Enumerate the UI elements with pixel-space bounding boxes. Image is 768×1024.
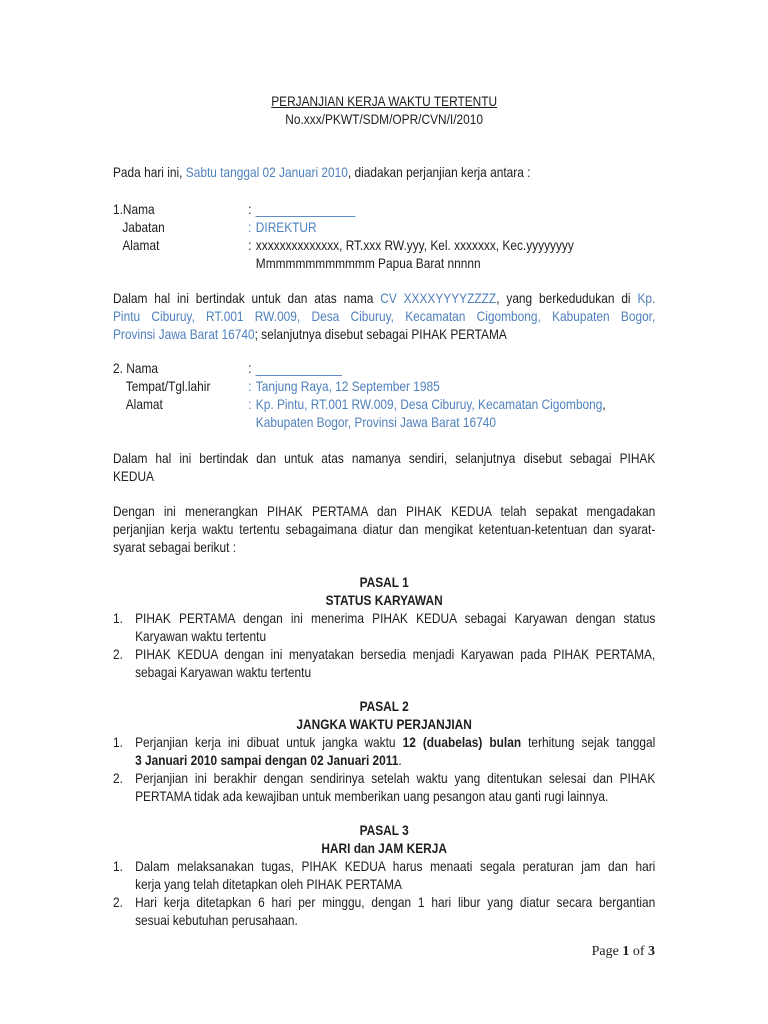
article-title: JANGKA WAKTU PERJANJIAN <box>296 716 472 732</box>
text-segment: , <box>602 396 606 412</box>
text-segment: , diadakan perjanjian kerja antara : <box>347 164 531 180</box>
bold-text: 12 (duabelas) bulan <box>402 734 522 750</box>
text-segment: terhitung sejak tanggal <box>521 734 656 750</box>
filled-in-text: Tanjung Raya, 12 September 1985 <box>255 378 440 394</box>
page-number <box>592 943 655 961</box>
clause-text <box>135 645 655 681</box>
field-label: Tempat/Tgl.lahir <box>125 378 211 394</box>
text-segment: sesuai kebutuhan perusahaan. <box>135 912 298 928</box>
field-separator <box>248 254 256 272</box>
field-label: Alamat <box>122 237 160 253</box>
clause-list <box>113 857 655 929</box>
field-value <box>256 413 656 431</box>
article-title: STATUS KARYAWAN <box>325 592 443 608</box>
current-page: 1 <box>622 944 630 959</box>
text-line <box>135 751 655 769</box>
field-row <box>113 359 655 377</box>
field-label: Alamat <box>125 396 163 412</box>
text-line <box>135 875 655 893</box>
article-title: HARI dan JAM KERJA <box>321 840 447 856</box>
clause-item <box>113 609 655 645</box>
field-separator: : <box>248 219 252 235</box>
text-segment: ; selanjutnya disebut sebagai PIHAK PERTAMA <box>254 326 507 342</box>
field-value <box>256 200 656 218</box>
text-segment: Perjanjian kerja ini dibuat untuk jangka waktu <box>135 734 403 750</box>
article-number: PASAL 1 <box>359 574 409 590</box>
article-number: PASAL 3 <box>359 822 409 838</box>
text-line <box>135 857 655 875</box>
clause-text <box>135 893 655 929</box>
second-party-details <box>113 359 655 431</box>
text-segment: Karyawan waktu tertentu <box>135 628 267 644</box>
filled-in-text: Sabtu tanggal 02 Januari 2010 <box>185 164 348 180</box>
field-separator <box>248 413 256 431</box>
field-separator: : <box>248 237 252 253</box>
field-value <box>256 359 656 377</box>
field-row <box>113 236 655 254</box>
field-row <box>113 254 655 272</box>
field-label: 1.Nama <box>113 201 155 217</box>
clause-item <box>113 733 655 769</box>
filled-in-text: CV XXXXYYYYZZZZ <box>380 290 497 306</box>
clause-list <box>113 609 655 681</box>
text-segment: Hari kerja ditetapkan 6 hari per minggu, dengan 1 hari libur yang diatur secara bergantian <box>135 894 656 910</box>
article-number: PASAL 2 <box>359 698 409 714</box>
field-row <box>113 218 655 236</box>
clause-item <box>113 769 655 805</box>
document-number: No.xxx/PKWT/SDM/OPR/CVN/I/2010 <box>285 111 484 127</box>
clause-item <box>113 857 655 893</box>
field-label <box>113 254 248 272</box>
clause-text <box>135 609 655 645</box>
first-party-details <box>113 200 655 272</box>
field-separator: : <box>248 360 252 376</box>
clause-item <box>113 645 655 681</box>
field-value <box>256 377 656 395</box>
field-label: Jabatan <box>122 219 165 235</box>
filled-in-text: DIREKTUR <box>255 219 317 235</box>
text-segment: kerja yang telah ditetapkan oleh PIHAK PERTAMA <box>135 876 402 892</box>
field-separator: : <box>248 378 252 394</box>
document-body <box>113 92 655 929</box>
article-2 <box>113 697 655 805</box>
intro-paragraph <box>113 163 655 181</box>
filled-in-text: Kp. Pintu, RT.001 RW.009, Desa Ciburuy, Kecamatan Cigombong <box>255 396 603 412</box>
clause-number: 1. <box>113 734 123 750</box>
field-value <box>256 218 656 236</box>
text-line <box>135 627 655 645</box>
text-segment: Dalam melaksanakan tugas, PIHAK KEDUA harus menaati segala peraturan jam dan hari <box>135 858 656 874</box>
field-separator: : <box>248 396 252 412</box>
text-segment: Mmmmmmmmmmmm Papua Barat nnnnn <box>255 255 481 271</box>
field-row <box>113 395 655 413</box>
field-value <box>256 236 656 254</box>
clause-text <box>135 857 655 893</box>
text-segment: xxxxxxxxxxxxxx, RT.xxx RW.yyy, Kel. xxxxxxx, Kec.yyyyyyyy <box>255 237 574 253</box>
field-label: 2. Nama <box>113 360 158 376</box>
text-segment: Dengan ini menerangkan PIHAK PERTAMA dan PIHAK KEDUA telah sepakat mengadakan <box>113 503 656 519</box>
clause-number: 1. <box>113 858 123 874</box>
text-line <box>135 769 655 787</box>
text-line <box>113 325 655 343</box>
second-party-statement <box>113 449 655 485</box>
text-line <box>135 787 655 805</box>
text-segment: Pada hari ini, <box>113 164 186 180</box>
text-line <box>113 502 655 520</box>
page-label: Page <box>591 944 619 959</box>
text-segment: Dalam hal ini bertindak untuk dan atas nama <box>113 290 381 306</box>
document-title: PERJANJIAN KERJA WAKTU TERTENTU <box>271 93 498 109</box>
clause-number: 2. <box>113 646 123 662</box>
text-line <box>135 663 655 681</box>
clause-text <box>135 769 655 805</box>
text-line <box>113 467 655 485</box>
text-segment: syarat sebagai berikut : <box>113 539 237 555</box>
bold-text: 3 Januari 2010 sampai dengan 02 Januari 2011 <box>135 752 399 768</box>
field-separator: : <box>248 201 252 217</box>
text-segment: PIHAK PERTAMA dengan ini menerima PIHAK KEDUA sebagai Karyawan dengan status <box>135 610 656 626</box>
clause-number: 2. <box>113 894 123 910</box>
field-label <box>113 413 248 431</box>
field-row <box>113 413 655 431</box>
first-party-statement <box>113 289 655 343</box>
text-segment: sebagai Karyawan waktu tertentu <box>135 664 312 680</box>
of-label: of <box>632 944 645 959</box>
field-row <box>113 200 655 218</box>
text-line <box>113 520 655 538</box>
text-segment: PERTAMA tidak ada kewajiban untuk memberikan uang pesangon atau ganti rugi lainnya. <box>135 788 609 804</box>
field-value <box>256 395 656 413</box>
text-segment: KEDUA <box>113 468 154 484</box>
clause-item <box>113 893 655 929</box>
text-line <box>135 911 655 929</box>
text-line <box>113 538 655 556</box>
text-segment: , yang berkedudukan di <box>496 290 638 306</box>
text-segment: Perjanjian ini berakhir dengan sendirinya setelah waktu yang ditentukan selesai dan PIHAK <box>135 770 656 786</box>
text-line <box>113 307 655 325</box>
text-segment: perjanjian kerja waktu tertentu sebagaimana diatur dan mengikat ketentuan-ketentuan dan syarat- <box>113 521 656 537</box>
agreement-statement <box>113 502 655 556</box>
filled-in-text: Provinsi Jawa Barat 16740 <box>113 326 255 342</box>
total-pages: 3 <box>648 944 655 959</box>
text-line <box>135 645 655 663</box>
text-segment: Dalam hal ini bertindak dan untuk atas namanya sendiri, selanjutnya disebut sebagai PIHAK <box>113 450 656 466</box>
filled-in-text: _____________ <box>255 360 342 376</box>
text-line <box>135 733 655 751</box>
text-segment: . <box>398 752 402 768</box>
article-3 <box>113 821 655 929</box>
field-row <box>113 377 655 395</box>
text-line <box>113 289 655 307</box>
filled-in-text: Kp. <box>637 290 656 306</box>
clause-number: 1. <box>113 610 123 626</box>
text-line <box>135 893 655 911</box>
text-line <box>113 449 655 467</box>
clause-number: 2. <box>113 770 123 786</box>
text-line <box>113 163 655 181</box>
filled-in-text: Kabupaten Bogor, Provinsi Jawa Barat 16740 <box>255 414 496 430</box>
filled-in-text: Pintu Ciburuy, RT.001 RW.009, Desa Ciburuy, Kecamatan Cigombong, Kabupaten Bogor, <box>113 308 656 324</box>
clause-text <box>135 733 655 769</box>
filled-in-text: _______________ <box>255 201 356 217</box>
clause-list <box>113 733 655 805</box>
text-line <box>135 609 655 627</box>
text-segment: PIHAK KEDUA dengan ini menyatakan bersedia menjadi Karyawan pada PIHAK PERTAMA, <box>135 646 656 662</box>
field-value <box>256 254 656 272</box>
article-1 <box>113 573 655 681</box>
